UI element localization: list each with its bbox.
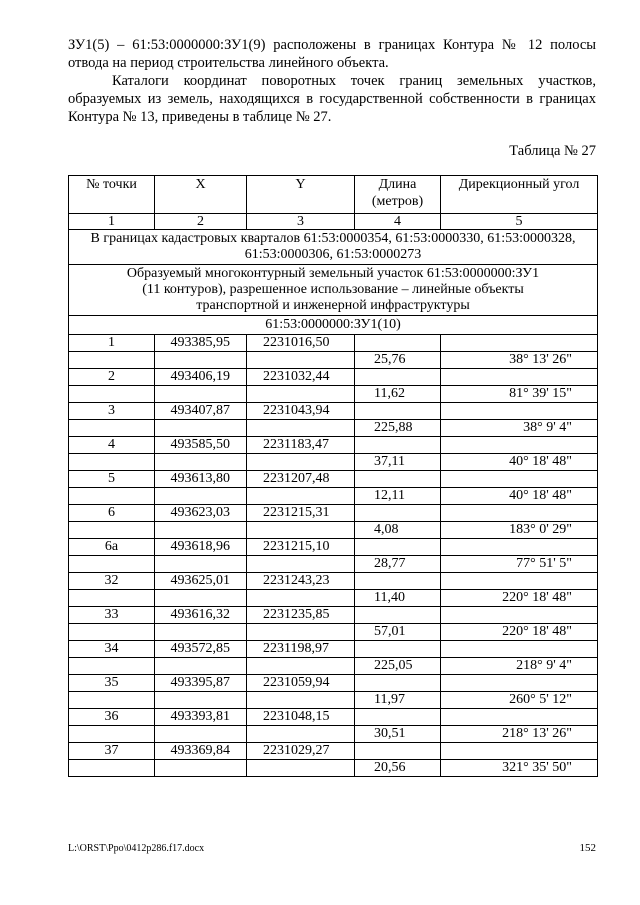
x-cell: 493613,80 <box>155 471 247 488</box>
y-cell <box>247 590 355 607</box>
segment-row <box>69 556 598 573</box>
point-row <box>69 369 598 386</box>
segment-row <box>69 352 598 369</box>
point-cell: 2 <box>69 369 155 386</box>
y-cell: 2231183,47 <box>247 437 355 454</box>
header-x: X <box>155 176 247 214</box>
point-cell <box>69 488 155 505</box>
angle-cell <box>441 709 598 726</box>
point-row <box>69 437 598 454</box>
point-row <box>69 539 598 556</box>
point-row <box>69 335 598 352</box>
y-cell: 2231207,48 <box>247 471 355 488</box>
angle-cell <box>441 743 598 760</box>
length-cell <box>355 369 441 386</box>
length-cell <box>355 505 441 522</box>
length-cell <box>355 641 441 658</box>
point-row <box>69 743 598 760</box>
x-cell <box>155 692 247 709</box>
x-cell <box>155 352 247 369</box>
length-cell <box>355 709 441 726</box>
x-cell <box>155 386 247 403</box>
point-cell <box>69 590 155 607</box>
y-cell: 2231235,85 <box>247 607 355 624</box>
table-title: Таблица № 27 <box>509 143 596 159</box>
length-cell: 30,51 <box>355 726 441 743</box>
y-cell <box>247 760 355 777</box>
length-cell <box>355 471 441 488</box>
table-header-row <box>69 176 598 214</box>
point-row <box>69 641 598 658</box>
y-cell <box>247 386 355 403</box>
angle-cell <box>441 573 598 590</box>
column-number: 2 <box>155 214 247 230</box>
x-cell: 493393,81 <box>155 709 247 726</box>
angle-cell: 220° 18' 48" <box>441 624 598 641</box>
y-cell: 2231198,97 <box>247 641 355 658</box>
segment-row <box>69 692 598 709</box>
x-cell <box>155 726 247 743</box>
point-cell: 34 <box>69 641 155 658</box>
column-number: 4 <box>355 214 441 230</box>
point-cell <box>69 454 155 471</box>
point-cell <box>69 352 155 369</box>
length-cell: 57,01 <box>355 624 441 641</box>
angle-cell: 40° 18' 48" <box>441 488 598 505</box>
y-cell <box>247 420 355 437</box>
angle-cell <box>441 403 598 420</box>
x-cell: 493585,50 <box>155 437 247 454</box>
segment-row <box>69 522 598 539</box>
segment-row <box>69 454 598 471</box>
y-cell <box>247 692 355 709</box>
angle-cell: 220° 18' 48" <box>441 590 598 607</box>
angle-cell <box>441 675 598 692</box>
point-cell: 6 <box>69 505 155 522</box>
segment-row <box>69 658 598 675</box>
column-number: 1 <box>69 214 155 230</box>
y-cell <box>247 352 355 369</box>
y-cell: 2231029,27 <box>247 743 355 760</box>
x-cell: 493369,84 <box>155 743 247 760</box>
length-cell: 12,11 <box>355 488 441 505</box>
x-cell: 493406,19 <box>155 369 247 386</box>
point-cell <box>69 726 155 743</box>
point-cell: 35 <box>69 675 155 692</box>
length-cell: 28,77 <box>355 556 441 573</box>
x-cell: 493625,01 <box>155 573 247 590</box>
point-cell: 1 <box>69 335 155 352</box>
point-row <box>69 403 598 420</box>
length-cell: 225,05 <box>355 658 441 675</box>
angle-cell <box>441 471 598 488</box>
y-cell: 2231243,23 <box>247 573 355 590</box>
column-number: 3 <box>247 214 355 230</box>
x-cell: 493385,95 <box>155 335 247 352</box>
x-cell <box>155 454 247 471</box>
y-cell: 2231043,94 <box>247 403 355 420</box>
coordinates-table <box>68 175 598 777</box>
point-cell: 5 <box>69 471 155 488</box>
angle-cell: 218° 13' 26" <box>441 726 598 743</box>
y-cell <box>247 488 355 505</box>
point-cell <box>69 522 155 539</box>
length-cell <box>355 573 441 590</box>
segment-row <box>69 760 598 777</box>
angle-cell: 183° 0' 29" <box>441 522 598 539</box>
angle-cell <box>441 437 598 454</box>
y-cell <box>247 522 355 539</box>
point-row <box>69 573 598 590</box>
point-cell: 37 <box>69 743 155 760</box>
x-cell: 493623,03 <box>155 505 247 522</box>
length-cell <box>355 743 441 760</box>
section-parcel: Образуемый многоконтурный земельный участок 61:53:0000000:ЗУ1 (11 контуров), разрешенное использование – линейные объекты транспортной и инженерной инфраструктуры <box>69 265 598 316</box>
point-cell <box>69 624 155 641</box>
point-cell <box>69 760 155 777</box>
point-cell: 36 <box>69 709 155 726</box>
angle-cell: 40° 18' 48" <box>441 454 598 471</box>
x-cell: 493395,87 <box>155 675 247 692</box>
length-cell: 11,62 <box>355 386 441 403</box>
segment-row <box>69 726 598 743</box>
x-cell: 493616,32 <box>155 607 247 624</box>
point-row <box>69 709 598 726</box>
header-y: Y <box>247 176 355 214</box>
length-cell <box>355 437 441 454</box>
angle-cell <box>441 335 598 352</box>
section-contour: 61:53:0000000:ЗУ1(10) <box>69 316 598 335</box>
x-cell <box>155 522 247 539</box>
angle-cell: 260° 5' 12" <box>441 692 598 709</box>
angle-cell <box>441 539 598 556</box>
length-cell: 225,88 <box>355 420 441 437</box>
angle-cell: 321° 35' 50" <box>441 760 598 777</box>
point-cell <box>69 692 155 709</box>
point-cell: 3 <box>69 403 155 420</box>
x-cell <box>155 760 247 777</box>
point-cell <box>69 420 155 437</box>
segment-row <box>69 420 598 437</box>
segment-row <box>69 624 598 641</box>
header-point: № точки <box>69 176 155 214</box>
footer-page-number: 152 <box>579 842 596 854</box>
section-row-quarters <box>69 230 598 265</box>
segment-row <box>69 590 598 607</box>
angle-cell <box>441 607 598 624</box>
section-row-parcel <box>69 265 598 316</box>
y-cell <box>247 556 355 573</box>
x-cell <box>155 624 247 641</box>
point-row <box>69 607 598 624</box>
length-cell <box>355 539 441 556</box>
y-cell: 2231059,94 <box>247 675 355 692</box>
x-cell <box>155 556 247 573</box>
length-cell <box>355 403 441 420</box>
y-cell <box>247 624 355 641</box>
point-cell <box>69 658 155 675</box>
section-row-contour <box>69 316 598 335</box>
y-cell <box>247 726 355 743</box>
intro-paragraph-1: ЗУ1(5) – 61:53:0000000:ЗУ1(9) расположены в границах Контура № 12 полосы отвода на период строительства линейного объекта. <box>68 37 596 71</box>
column-number-row <box>69 214 598 230</box>
length-cell: 37,11 <box>355 454 441 471</box>
length-cell: 4,08 <box>355 522 441 539</box>
length-cell: 20,56 <box>355 760 441 777</box>
x-cell <box>155 420 247 437</box>
length-cell: 25,76 <box>355 352 441 369</box>
segment-row <box>69 488 598 505</box>
point-cell <box>69 556 155 573</box>
y-cell <box>247 658 355 675</box>
y-cell <box>247 454 355 471</box>
length-cell <box>355 675 441 692</box>
header-angle: Дирекционный угол <box>441 176 598 214</box>
column-number: 5 <box>441 214 598 230</box>
length-cell: 11,40 <box>355 590 441 607</box>
length-cell <box>355 335 441 352</box>
x-cell <box>155 590 247 607</box>
angle-cell: 218° 9' 4" <box>441 658 598 675</box>
y-cell: 2231215,31 <box>247 505 355 522</box>
point-row <box>69 505 598 522</box>
point-row <box>69 675 598 692</box>
x-cell <box>155 658 247 675</box>
y-cell: 2231048,15 <box>247 709 355 726</box>
angle-cell: 38° 13' 26" <box>441 352 598 369</box>
angle-cell: 38° 9' 4" <box>441 420 598 437</box>
angle-cell <box>441 641 598 658</box>
length-cell: 11,97 <box>355 692 441 709</box>
point-row <box>69 471 598 488</box>
angle-cell: 81° 39' 15" <box>441 386 598 403</box>
segment-row <box>69 386 598 403</box>
y-cell: 2231016,50 <box>247 335 355 352</box>
y-cell: 2231032,44 <box>247 369 355 386</box>
angle-cell <box>441 505 598 522</box>
angle-cell <box>441 369 598 386</box>
y-cell: 2231215,10 <box>247 539 355 556</box>
point-cell: 6а <box>69 539 155 556</box>
x-cell: 493407,87 <box>155 403 247 420</box>
point-cell: 4 <box>69 437 155 454</box>
x-cell: 493618,96 <box>155 539 247 556</box>
header-length: Длина (метров) <box>355 176 441 214</box>
x-cell: 493572,85 <box>155 641 247 658</box>
angle-cell: 77° 51' 5" <box>441 556 598 573</box>
footer-file-path: L:\ORST\Ppo\0412p286.f17.docx <box>68 843 205 854</box>
intro-paragraph-2: Каталоги координат поворотных точек границ земельных участков, образуемых из земель, находящихся в государственной собственности в границах Контура № 13, приведены в таблице № 27. <box>68 73 596 125</box>
x-cell <box>155 488 247 505</box>
length-cell <box>355 607 441 624</box>
point-cell: 33 <box>69 607 155 624</box>
section-quarters: В границах кадастровых кварталов 61:53:0000354, 61:53:0000330, 61:53:0000328, 61:53:0000306, 61:53:0000273 <box>69 230 598 265</box>
point-cell <box>69 386 155 403</box>
point-cell: 32 <box>69 573 155 590</box>
